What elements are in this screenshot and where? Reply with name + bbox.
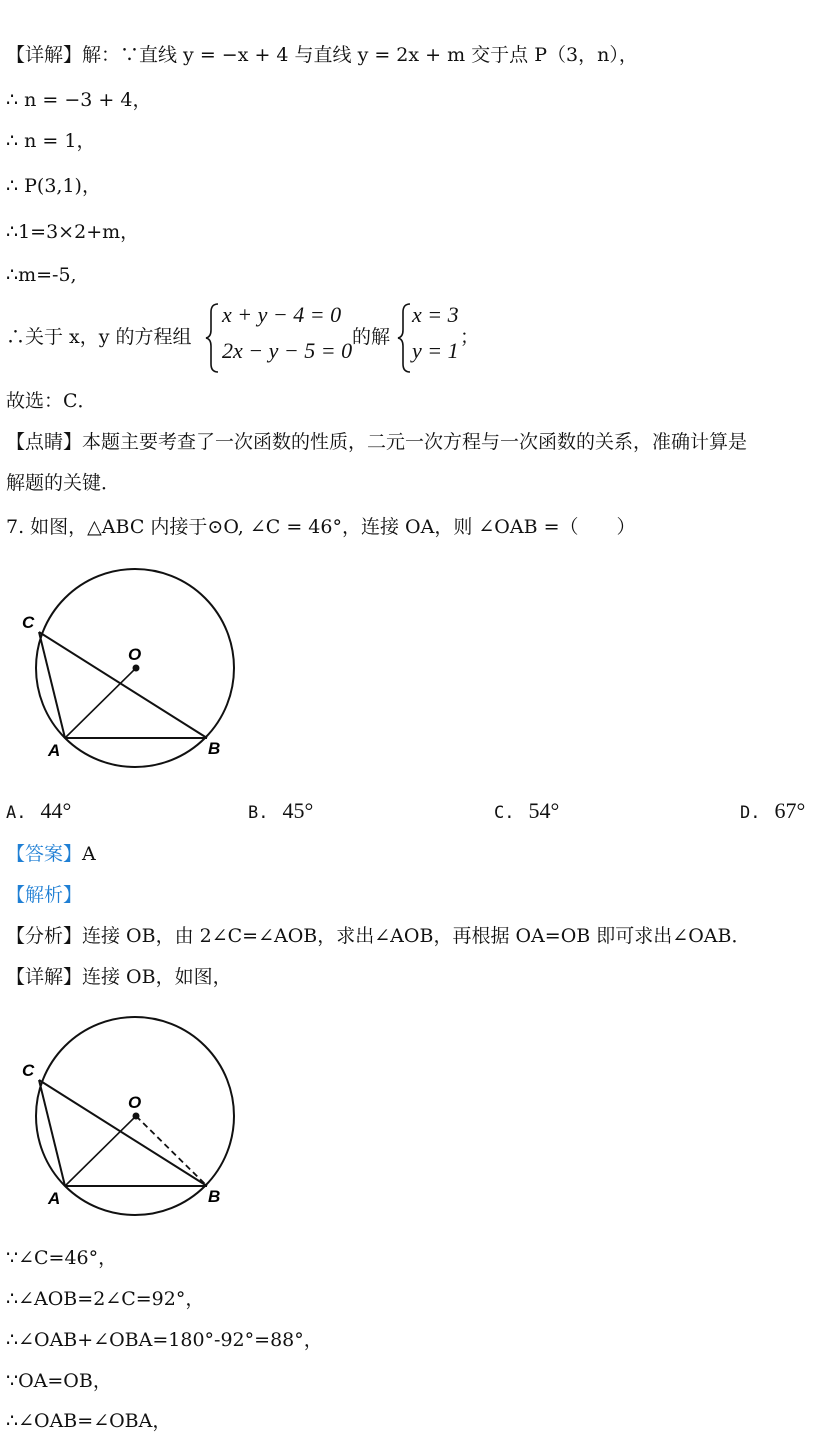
answer-value: A xyxy=(82,843,96,865)
label-c-2: C xyxy=(22,1061,35,1080)
answer-line xyxy=(6,841,96,867)
solution-line-6: ∴m=-5, xyxy=(6,264,77,286)
equation-system-1 xyxy=(204,300,354,381)
system2-eq2: y = 1 xyxy=(412,338,459,363)
option-b xyxy=(248,798,313,824)
label-a: A xyxy=(48,741,61,760)
option-d-label: D. xyxy=(740,803,761,823)
dianjing-line-1: 【点睛】本题主要考查了一次函数的性质，二元一次方程与一次函数的关系，准确计算是 xyxy=(6,431,748,453)
option-b-label: B. xyxy=(248,803,269,823)
label-c: C xyxy=(22,613,35,632)
answer-tag: 【答案】 xyxy=(6,843,83,865)
solution-line-1: 【详解】解：∵直线 y = −x + 4 与直线 y = 2x + m 交于点 P（3，n）， xyxy=(6,44,638,66)
solution-line-4: ∴ P(3,1)， xyxy=(6,175,101,197)
system-mid: 的解 xyxy=(352,326,391,348)
label-b: B xyxy=(208,739,221,758)
label-a-2: A xyxy=(48,1189,61,1208)
solution-line-3: ∴ n = 1， xyxy=(6,130,96,152)
dianjing-line-2: 解题的关键． xyxy=(6,472,121,494)
solution-line-2: ∴ n = −3 + 4， xyxy=(6,89,152,111)
option-c-value: 54° xyxy=(528,798,560,823)
label-b-2: B xyxy=(208,1187,221,1206)
figure-2 xyxy=(18,1008,248,1228)
choice-line: 故选：C． xyxy=(6,390,97,412)
step-2: ∴∠AOB=2∠C=92°， xyxy=(6,1288,205,1310)
option-c-label: C. xyxy=(494,803,515,823)
option-d xyxy=(740,798,805,824)
detail-line: 【详解】连接 OB，如图， xyxy=(6,966,232,988)
step-4: ∵OA=OB， xyxy=(6,1370,112,1392)
question-7: 7. 如图，△ABC 内接于⊙O, ∠C = 46°，连接 OA，则 ∠OAB =（ ） xyxy=(6,516,636,538)
option-a-value: 44° xyxy=(40,798,72,823)
solution-line-5: ∴1=3×2+m， xyxy=(6,221,140,243)
label-o-2: O xyxy=(128,1093,142,1112)
option-a-label: A. xyxy=(6,803,27,823)
system-suffix: ； xyxy=(460,326,480,348)
analysis-tag: 【解析】 xyxy=(6,884,83,906)
label-o: O xyxy=(128,645,142,664)
system1-eq1: x + y − 4 = 0 xyxy=(222,302,342,327)
option-d-value: 67° xyxy=(774,798,806,823)
step-1: ∵∠C=46°， xyxy=(6,1247,118,1269)
system-prefix: ∴关于 x，y 的方程组 xyxy=(6,326,192,348)
option-b-value: 45° xyxy=(282,798,314,823)
analysis-line: 【分析】连接 OB，由 2∠C=∠AOB，求出∠AOB，再根据 OA=OB 即可求出∠OAB． xyxy=(6,925,751,947)
step-3: ∴∠OAB+∠OBA=180°-92°=88°， xyxy=(6,1329,323,1351)
step-5: ∴∠OAB=∠OBA， xyxy=(6,1410,172,1432)
figure-1 xyxy=(18,560,248,780)
system1-eq2: 2x − y − 5 = 0 xyxy=(222,338,353,363)
option-c xyxy=(494,798,559,824)
option-a xyxy=(6,798,71,824)
system2-eq1: x = 3 xyxy=(412,302,459,327)
